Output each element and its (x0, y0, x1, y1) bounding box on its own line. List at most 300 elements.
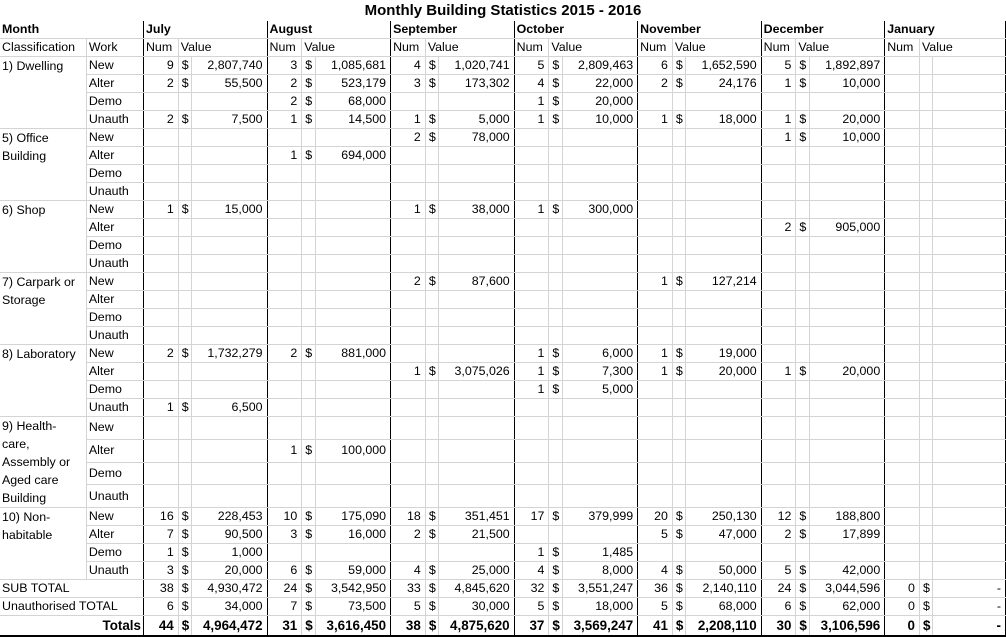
num-cell[interactable] (391, 399, 426, 417)
num-cell[interactable]: 32 (514, 580, 549, 598)
currency-cell[interactable]: $ (178, 580, 191, 598)
currency-cell[interactable] (672, 129, 685, 147)
currency-cell[interactable] (425, 327, 438, 345)
value-cell[interactable] (562, 439, 637, 462)
currency-cell[interactable]: $ (672, 75, 685, 93)
currency-cell[interactable] (425, 165, 438, 183)
value-cell[interactable]: 2,140,110 (686, 580, 761, 598)
currency-cell[interactable] (919, 363, 932, 381)
value-cell[interactable] (315, 544, 390, 562)
value-cell[interactable]: 881,000 (315, 345, 390, 363)
value-cell[interactable] (686, 399, 761, 417)
value-cell[interactable] (192, 129, 267, 147)
num-cell[interactable]: 1 (761, 129, 796, 147)
value-cell[interactable] (933, 462, 1006, 485)
num-cell[interactable]: 20 (638, 508, 673, 526)
currency-cell[interactable]: $ (178, 508, 191, 526)
num-cell[interactable]: 9 (143, 57, 178, 75)
num-cell[interactable]: 5 (391, 598, 426, 616)
value-cell[interactable] (686, 439, 761, 462)
value-cell[interactable] (686, 485, 761, 508)
currency-cell[interactable] (919, 327, 932, 345)
value-header[interactable]: Value (672, 39, 761, 57)
currency-cell[interactable] (425, 237, 438, 255)
value-cell[interactable] (809, 237, 884, 255)
num-cell[interactable] (885, 273, 920, 291)
value-cell[interactable]: 4,964,472 (192, 616, 267, 637)
num-cell[interactable]: 5 (761, 57, 796, 75)
currency-cell[interactable]: $ (672, 598, 685, 616)
value-cell[interactable] (315, 381, 390, 399)
num-cell[interactable] (267, 219, 302, 237)
num-cell[interactable] (885, 462, 920, 485)
currency-cell[interactable]: $ (302, 562, 315, 580)
currency-cell[interactable]: $ (672, 57, 685, 75)
num-cell[interactable]: 1 (391, 201, 426, 219)
currency-cell[interactable]: $ (178, 111, 191, 129)
value-cell[interactable] (809, 327, 884, 345)
currency-cell[interactable]: $ (549, 345, 562, 363)
value-cell[interactable]: 4,875,620 (439, 616, 514, 637)
currency-cell[interactable]: $ (425, 129, 438, 147)
num-cell[interactable]: 1 (514, 111, 549, 129)
num-cell[interactable] (761, 345, 796, 363)
currency-cell[interactable] (672, 485, 685, 508)
currency-cell[interactable]: $ (425, 616, 438, 637)
value-cell[interactable]: 5,000 (562, 381, 637, 399)
currency-cell[interactable]: $ (302, 111, 315, 129)
value-cell[interactable]: 6,500 (192, 399, 267, 417)
value-cell[interactable] (192, 291, 267, 309)
num-cell[interactable]: 1 (638, 273, 673, 291)
totals-label[interactable]: Totals (0, 616, 143, 637)
work-cell[interactable]: Demo (86, 237, 143, 255)
num-cell[interactable] (143, 439, 178, 462)
classification-cell[interactable]: 5) Office Building (0, 129, 86, 201)
num-cell[interactable]: 1 (143, 544, 178, 562)
currency-cell[interactable] (425, 544, 438, 562)
currency-cell[interactable] (796, 291, 809, 309)
currency-cell[interactable]: $ (919, 580, 932, 598)
value-cell[interactable] (809, 147, 884, 165)
num-cell[interactable]: 12 (761, 508, 796, 526)
currency-cell[interactable] (672, 309, 685, 327)
num-cell[interactable] (514, 183, 549, 201)
month-october[interactable]: October (514, 21, 638, 39)
work-cell[interactable]: Alter (86, 147, 143, 165)
currency-cell[interactable] (302, 219, 315, 237)
num-cell[interactable] (391, 485, 426, 508)
value-cell[interactable] (315, 129, 390, 147)
currency-cell[interactable]: $ (549, 111, 562, 129)
num-cell[interactable]: 31 (267, 616, 302, 637)
value-cell[interactable] (439, 327, 514, 345)
currency-cell[interactable]: $ (178, 75, 191, 93)
num-cell[interactable] (514, 165, 549, 183)
value-cell[interactable]: 8,000 (562, 562, 637, 580)
value-cell[interactable] (439, 93, 514, 111)
num-cell[interactable] (267, 165, 302, 183)
currency-cell[interactable]: $ (425, 363, 438, 381)
value-cell[interactable] (439, 462, 514, 485)
num-cell[interactable]: 4 (514, 562, 549, 580)
currency-cell[interactable] (919, 57, 932, 75)
value-cell[interactable] (809, 93, 884, 111)
currency-cell[interactable] (425, 147, 438, 165)
currency-cell[interactable] (302, 183, 315, 201)
currency-cell[interactable] (549, 255, 562, 273)
num-cell[interactable]: 1 (143, 399, 178, 417)
value-cell[interactable] (192, 237, 267, 255)
currency-cell[interactable] (302, 273, 315, 291)
num-cell[interactable] (638, 485, 673, 508)
value-cell[interactable] (686, 381, 761, 399)
value-cell[interactable] (315, 399, 390, 417)
value-cell[interactable] (933, 309, 1006, 327)
num-cell[interactable] (638, 544, 673, 562)
value-cell[interactable] (686, 417, 761, 440)
num-cell[interactable] (885, 508, 920, 526)
currency-cell[interactable] (919, 309, 932, 327)
currency-cell[interactable]: $ (302, 526, 315, 544)
value-cell[interactable]: 20,000 (809, 363, 884, 381)
value-cell[interactable] (439, 237, 514, 255)
num-cell[interactable]: 1 (391, 363, 426, 381)
value-cell[interactable] (809, 417, 884, 440)
work-cell[interactable]: Unauth (86, 399, 143, 417)
currency-cell[interactable]: $ (178, 526, 191, 544)
value-cell[interactable]: 250,130 (686, 508, 761, 526)
num-cell[interactable]: 5 (761, 562, 796, 580)
currency-cell[interactable]: $ (178, 57, 191, 75)
currency-cell[interactable] (796, 327, 809, 345)
currency-cell[interactable] (796, 183, 809, 201)
num-cell[interactable] (638, 201, 673, 219)
value-cell[interactable] (933, 363, 1006, 381)
currency-cell[interactable] (919, 147, 932, 165)
currency-cell[interactable] (178, 93, 191, 111)
currency-cell[interactable] (425, 462, 438, 485)
value-cell[interactable]: 62,000 (809, 598, 884, 616)
num-cell[interactable] (143, 147, 178, 165)
work-cell[interactable]: Alter (86, 75, 143, 93)
num-cell[interactable]: 2 (143, 75, 178, 93)
value-cell[interactable] (809, 201, 884, 219)
currency-cell[interactable] (672, 237, 685, 255)
currency-cell[interactable] (178, 165, 191, 183)
value-cell[interactable] (562, 147, 637, 165)
currency-cell[interactable]: $ (549, 508, 562, 526)
currency-cell[interactable]: $ (425, 526, 438, 544)
value-cell[interactable]: 188,800 (809, 508, 884, 526)
num-cell[interactable] (143, 485, 178, 508)
currency-cell[interactable]: $ (425, 111, 438, 129)
currency-cell[interactable]: $ (302, 75, 315, 93)
value-cell[interactable] (686, 255, 761, 273)
work-cell[interactable]: Alter (86, 439, 143, 462)
value-cell[interactable] (933, 327, 1006, 345)
work-cell[interactable]: Unauth (86, 255, 143, 273)
currency-cell[interactable]: $ (549, 93, 562, 111)
value-cell[interactable] (933, 562, 1006, 580)
currency-cell[interactable]: $ (178, 544, 191, 562)
currency-cell[interactable] (796, 417, 809, 440)
currency-cell[interactable] (796, 345, 809, 363)
value-cell[interactable] (809, 485, 884, 508)
num-cell[interactable]: 1 (267, 439, 302, 462)
value-cell[interactable]: 59,000 (315, 562, 390, 580)
num-cell[interactable]: 38 (143, 580, 178, 598)
num-cell[interactable]: 1 (514, 544, 549, 562)
value-cell[interactable] (562, 526, 637, 544)
value-header[interactable]: Value (178, 39, 267, 57)
currency-cell[interactable] (919, 562, 932, 580)
currency-cell[interactable]: $ (302, 439, 315, 462)
work-header[interactable]: Work (86, 39, 143, 57)
month-september[interactable]: September (391, 21, 515, 39)
currency-cell[interactable] (919, 417, 932, 440)
value-cell[interactable] (315, 237, 390, 255)
currency-cell[interactable]: $ (796, 562, 809, 580)
value-cell[interactable] (192, 219, 267, 237)
value-cell[interactable]: 78,000 (439, 129, 514, 147)
num-cell[interactable]: 7 (143, 526, 178, 544)
num-cell[interactable]: 4 (391, 57, 426, 75)
currency-cell[interactable] (425, 399, 438, 417)
value-cell[interactable]: 1,485 (562, 544, 637, 562)
value-cell[interactable] (192, 273, 267, 291)
currency-cell[interactable] (178, 485, 191, 508)
currency-cell[interactable]: $ (796, 508, 809, 526)
value-cell[interactable]: 1,085,681 (315, 57, 390, 75)
value-cell[interactable] (933, 93, 1006, 111)
value-header[interactable]: Value (919, 39, 1005, 57)
currency-cell[interactable] (178, 309, 191, 327)
num-cell[interactable] (143, 129, 178, 147)
num-cell[interactable]: 1 (143, 201, 178, 219)
num-cell[interactable]: 0 (885, 580, 920, 598)
value-cell[interactable] (439, 485, 514, 508)
num-header[interactable]: Num (761, 39, 796, 57)
value-cell[interactable]: 523,179 (315, 75, 390, 93)
currency-cell[interactable] (178, 417, 191, 440)
num-cell[interactable] (267, 485, 302, 508)
num-cell[interactable] (267, 309, 302, 327)
num-cell[interactable] (514, 219, 549, 237)
value-cell[interactable] (562, 327, 637, 345)
value-cell[interactable]: - (933, 598, 1006, 616)
work-cell[interactable]: Alter (86, 526, 143, 544)
currency-cell[interactable] (796, 309, 809, 327)
currency-cell[interactable] (796, 439, 809, 462)
currency-cell[interactable] (549, 273, 562, 291)
value-cell[interactable] (933, 273, 1006, 291)
num-cell[interactable]: 2 (267, 75, 302, 93)
currency-cell[interactable] (672, 417, 685, 440)
value-cell[interactable]: 2,807,740 (192, 57, 267, 75)
value-cell[interactable]: 30,000 (439, 598, 514, 616)
currency-cell[interactable] (302, 291, 315, 309)
num-cell[interactable]: 1 (267, 147, 302, 165)
num-cell[interactable]: 10 (267, 508, 302, 526)
currency-cell[interactable]: $ (425, 508, 438, 526)
currency-cell[interactable] (919, 111, 932, 129)
num-cell[interactable] (267, 237, 302, 255)
currency-cell[interactable] (919, 129, 932, 147)
value-cell[interactable]: 3,075,026 (439, 363, 514, 381)
currency-cell[interactable] (796, 485, 809, 508)
num-cell[interactable] (885, 219, 920, 237)
value-cell[interactable] (562, 291, 637, 309)
value-cell[interactable] (933, 147, 1006, 165)
value-cell[interactable] (315, 201, 390, 219)
value-cell[interactable]: 22,000 (562, 75, 637, 93)
num-cell[interactable]: 16 (143, 508, 178, 526)
currency-cell[interactable]: $ (425, 598, 438, 616)
value-cell[interactable] (315, 309, 390, 327)
num-cell[interactable] (638, 327, 673, 345)
currency-cell[interactable] (549, 291, 562, 309)
num-cell[interactable] (267, 327, 302, 345)
value-cell[interactable] (809, 255, 884, 273)
value-cell[interactable] (686, 544, 761, 562)
value-cell[interactable] (933, 526, 1006, 544)
work-cell[interactable]: New (86, 201, 143, 219)
num-cell[interactable] (391, 147, 426, 165)
currency-cell[interactable]: $ (796, 363, 809, 381)
classification-cell[interactable]: 7) Carpark or Storage (0, 273, 86, 345)
value-cell[interactable] (809, 291, 884, 309)
num-cell[interactable] (391, 309, 426, 327)
currency-cell[interactable]: $ (549, 57, 562, 75)
work-cell[interactable]: Unauth (86, 562, 143, 580)
num-cell[interactable]: 38 (391, 616, 426, 637)
value-cell[interactable] (933, 183, 1006, 201)
currency-cell[interactable] (302, 363, 315, 381)
value-cell[interactable] (439, 165, 514, 183)
value-cell[interactable] (686, 129, 761, 147)
num-cell[interactable] (885, 562, 920, 580)
value-cell[interactable] (192, 381, 267, 399)
num-cell[interactable] (514, 399, 549, 417)
value-cell[interactable] (562, 129, 637, 147)
classification-header[interactable]: Classification (0, 39, 86, 57)
currency-cell[interactable] (796, 462, 809, 485)
value-cell[interactable]: 25,000 (439, 562, 514, 580)
num-cell[interactable]: 2 (638, 75, 673, 93)
num-cell[interactable] (885, 129, 920, 147)
currency-cell[interactable] (796, 147, 809, 165)
currency-cell[interactable] (178, 129, 191, 147)
currency-cell[interactable]: $ (796, 580, 809, 598)
num-cell[interactable] (761, 291, 796, 309)
num-cell[interactable] (885, 327, 920, 345)
value-cell[interactable]: 2,208,110 (686, 616, 761, 637)
classification-cell[interactable]: 1) Dwelling (0, 57, 86, 129)
num-cell[interactable] (267, 255, 302, 273)
value-cell[interactable]: 3,542,950 (315, 580, 390, 598)
currency-cell[interactable]: $ (549, 363, 562, 381)
num-cell[interactable]: 5 (514, 57, 549, 75)
num-header[interactable]: Num (514, 39, 549, 57)
value-cell[interactable] (439, 381, 514, 399)
value-cell[interactable] (192, 439, 267, 462)
value-cell[interactable] (686, 327, 761, 345)
value-cell[interactable] (686, 201, 761, 219)
value-cell[interactable] (933, 219, 1006, 237)
value-cell[interactable] (933, 439, 1006, 462)
num-cell[interactable]: 24 (267, 580, 302, 598)
value-cell[interactable]: 50,000 (686, 562, 761, 580)
num-cell[interactable] (761, 485, 796, 508)
currency-cell[interactable]: $ (796, 111, 809, 129)
currency-cell[interactable] (178, 237, 191, 255)
num-cell[interactable] (514, 526, 549, 544)
value-cell[interactable]: 100,000 (315, 439, 390, 462)
value-cell[interactable]: 55,500 (192, 75, 267, 93)
currency-cell[interactable]: $ (796, 526, 809, 544)
num-cell[interactable] (761, 183, 796, 201)
value-header[interactable]: Value (302, 39, 391, 57)
currency-cell[interactable] (796, 381, 809, 399)
currency-cell[interactable] (178, 462, 191, 485)
currency-cell[interactable] (919, 485, 932, 508)
value-header[interactable]: Value (549, 39, 638, 57)
num-cell[interactable] (143, 291, 178, 309)
work-cell[interactable]: New (86, 273, 143, 291)
currency-cell[interactable] (302, 399, 315, 417)
currency-cell[interactable]: $ (302, 616, 315, 637)
value-cell[interactable] (315, 291, 390, 309)
value-cell[interactable]: 20,000 (192, 562, 267, 580)
subtotal-row-label[interactable]: SUB TOTAL (0, 580, 143, 598)
work-cell[interactable]: Demo (86, 544, 143, 562)
num-cell[interactable] (638, 183, 673, 201)
currency-cell[interactable] (672, 219, 685, 237)
unauthorised-total-row-label[interactable]: Unauthorised TOTAL (0, 598, 143, 616)
currency-cell[interactable] (302, 201, 315, 219)
num-cell[interactable]: 1 (761, 111, 796, 129)
currency-cell[interactable] (796, 399, 809, 417)
value-cell[interactable] (933, 165, 1006, 183)
currency-cell[interactable] (178, 381, 191, 399)
value-cell[interactable] (192, 309, 267, 327)
num-cell[interactable] (143, 417, 178, 440)
num-cell[interactable] (885, 111, 920, 129)
value-cell[interactable]: 127,214 (686, 273, 761, 291)
currency-cell[interactable] (549, 219, 562, 237)
num-cell[interactable] (514, 237, 549, 255)
value-cell[interactable]: 24,176 (686, 75, 761, 93)
value-cell[interactable] (315, 255, 390, 273)
currency-cell[interactable]: $ (302, 345, 315, 363)
currency-cell[interactable] (919, 201, 932, 219)
num-cell[interactable]: 1 (638, 363, 673, 381)
currency-cell[interactable]: $ (796, 75, 809, 93)
month-december[interactable]: December (761, 21, 885, 39)
num-cell[interactable] (391, 93, 426, 111)
num-cell[interactable]: 1 (514, 345, 549, 363)
num-cell[interactable] (391, 327, 426, 345)
currency-cell[interactable] (549, 309, 562, 327)
currency-cell[interactable] (919, 255, 932, 273)
currency-cell[interactable] (919, 93, 932, 111)
value-cell[interactable] (562, 165, 637, 183)
num-cell[interactable] (391, 417, 426, 440)
value-cell[interactable]: 20,000 (686, 363, 761, 381)
value-cell[interactable] (933, 75, 1006, 93)
num-cell[interactable]: 3 (391, 75, 426, 93)
